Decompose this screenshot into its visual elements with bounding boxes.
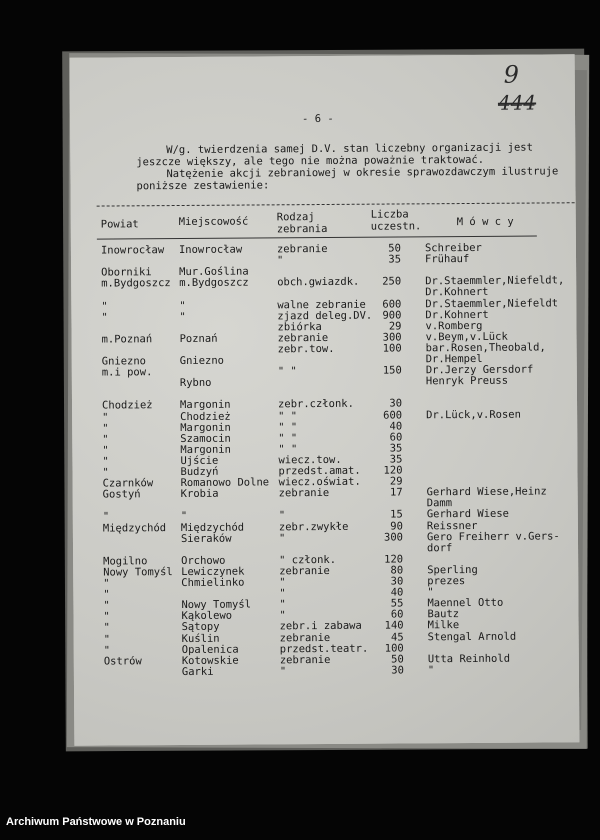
row-22-liczba: 29 [389, 475, 403, 488]
row-26-mowcy: Reissner [426, 519, 478, 532]
row-18-miejscowosc: Szamocin [180, 432, 231, 445]
row-1-liczba: 50 [388, 242, 401, 255]
row-35-liczba: 140 [384, 619, 404, 632]
row-32-rodzaj: " [279, 587, 286, 600]
row-9-mowcy: v.Beym,v.Lück [425, 330, 508, 344]
row-20-powiat: " [102, 455, 109, 468]
row-7-miejscowosc: " [179, 310, 186, 323]
row-21-powiat: " [102, 466, 109, 479]
row-26-rodzaj: zebr.zwykłe [278, 520, 349, 533]
row-21-miejscowosc: Budzyń [180, 465, 219, 479]
row-9-powiat: m.Poznań [101, 332, 153, 346]
row-29-liczba: 120 [384, 553, 404, 566]
archive-footer: Archiwum Państwowe w Poznaniu [6, 816, 186, 828]
row-21-liczba: 120 [383, 464, 403, 477]
row-3-powiat: Oborniki [101, 266, 152, 279]
row-34-powiat: " [103, 610, 110, 623]
row-38-miejscowosc: Kotowskie [181, 654, 239, 667]
row-17-liczba: 40 [389, 420, 403, 433]
row-2-mowcy: Frühauf [424, 253, 470, 266]
row-34-mowcy: Bautz [427, 608, 460, 621]
row-32-mowcy: " [427, 586, 434, 599]
row-38-powiat: Ostrów [103, 654, 142, 668]
row-9-miejscowosc: Poznań [179, 332, 218, 345]
header-powiat: Powiat [100, 218, 139, 231]
row-15-rodzaj: zebr.członk. [277, 398, 354, 411]
row-28-mowcy: dorf [426, 541, 453, 554]
row-19-miejscowosc: Margonin [180, 443, 231, 456]
row-7-powiat: " [101, 311, 108, 324]
row-19-powiat: " [102, 444, 109, 457]
row-19-liczba: 35 [389, 442, 403, 455]
document-page [70, 54, 580, 746]
row-35-rodzaj: zebr.i zabawa [279, 620, 362, 633]
row-3-miejscowosc: Mur.Goślina [179, 265, 249, 279]
row-33-mowcy: Maennel Otto [427, 596, 504, 610]
row-33-miejscowosc: Nowy Tomyśl [181, 598, 252, 612]
row-12-mowcy: Dr.Jerzy Gersdorf [425, 363, 534, 377]
row-23-powiat: Gostyń [102, 488, 141, 501]
row-1-mowcy: Schreiber [424, 241, 482, 255]
row-13-miejscowosc: Rybno [179, 376, 212, 390]
row-20-rodzaj: wiecz.tow. [278, 453, 342, 467]
row-20-miejscowosc: Ujście [180, 454, 219, 467]
handwritten-crossed-number: 444 [497, 90, 537, 115]
header-mowcy: M ó w c y [456, 215, 514, 229]
row-26-liczba: 90 [390, 519, 403, 533]
row-35-miejscowosc: Sątopy [181, 621, 220, 634]
row-23-rodzaj: zebranie [278, 487, 330, 500]
row-30-liczba: 80 [390, 564, 404, 577]
header-liczba-1: Liczba [370, 208, 409, 221]
row-37-powiat: " [103, 644, 111, 657]
row-34-liczba: 60 [390, 608, 404, 621]
header-rodzaj-2: zebrania [276, 222, 328, 236]
row-8-mowcy: v.Romberg [425, 319, 483, 332]
row-39-rodzaj: " [279, 665, 287, 678]
row-11-mowcy: Dr.Hempel [425, 352, 483, 366]
row-26-miejscowosc: Międzychód [180, 521, 245, 534]
row-6-miejscowosc: " [179, 299, 186, 312]
paragraph-line-3: Natężenie akcji zebraniowej w okresie sprawozdawczym ilustruje [166, 165, 559, 181]
row-25-liczba: 15 [390, 508, 403, 521]
row-33-liczba: 55 [390, 597, 404, 610]
row-29-miejscowosc: Orchowo [181, 554, 226, 567]
row-18-powiat: " [102, 433, 109, 446]
row-15-liczba: 30 [389, 397, 403, 410]
row-30-mowcy: Sperling [427, 563, 478, 577]
table-top-rule [97, 202, 575, 206]
row-39-mowcy: " [427, 664, 435, 677]
row-2-liczba: 35 [388, 253, 402, 266]
row-2-rodzaj: " [276, 254, 284, 267]
row-38-liczba: 50 [391, 653, 404, 666]
row-23-miejscowosc: Krobia [180, 487, 219, 501]
row-15-miejscowosc: Margonin [179, 399, 231, 412]
row-31-miejscowosc: Chmielinko [181, 576, 245, 590]
row-16-mowcy: Dr.Lück,v.Rosen [426, 408, 521, 421]
row-11-powiat: Gniezno [101, 355, 147, 368]
row-17-miejscowosc: Margonin [180, 421, 231, 434]
row-8-liczba: 29 [388, 320, 402, 333]
paragraph-line-1: W/g. twierdzenia samej D.V. stan liczebny organizacji jest [166, 141, 533, 157]
row-9-rodzaj: zebranie [277, 331, 329, 345]
row-27-mowcy: Gero Freiherr v.Gers- [426, 529, 560, 543]
row-4-rodzaj: obch.gwiazdk. [277, 276, 360, 289]
row-25-miejscowosc: " [180, 510, 188, 523]
row-25-powiat: " [102, 510, 110, 523]
row-7-mowcy: Dr.Kohnert [425, 308, 489, 321]
row-32-liczba: 40 [390, 586, 404, 599]
row-31-mowcy: prezes [427, 575, 466, 588]
row-16-miejscowosc: Chodzież [180, 410, 231, 423]
row-6-mowcy: Dr.Staemmler,Niefeldt [425, 296, 559, 310]
row-35-mowcy: Milke [427, 619, 460, 632]
paragraph-line-4: poniższe zestawienie: [136, 179, 270, 193]
header-miejscowosc: Miejscowość [178, 215, 249, 229]
row-23-liczba: 17 [389, 486, 403, 499]
row-27-miejscowosc: Sieraków [180, 532, 232, 545]
row-37-liczba: 100 [384, 642, 404, 655]
row-23-mowcy: Gerhard Wiese,Heinz [426, 485, 547, 499]
row-10-liczba: 100 [382, 342, 402, 355]
row-16-liczba: 600 [383, 408, 403, 422]
row-38-rodzaj: zebranie [279, 653, 331, 667]
row-19-rodzaj: " " [278, 442, 298, 456]
row-4-mowcy: Dr.Staemmler,Niefeldt, [425, 274, 565, 288]
row-25-rodzaj: " [278, 509, 286, 522]
row-1-powiat: Inowrocław [100, 244, 165, 257]
row-21-rodzaj: przedst.amat. [278, 464, 361, 478]
row-27-rodzaj: " [278, 531, 286, 544]
row-36-powiat: " [103, 633, 111, 646]
row-10-rodzaj: zebr.tow. [277, 342, 335, 356]
row-16-rodzaj: " " [278, 409, 298, 422]
row-26-powiat: Międzychód [102, 521, 167, 535]
row-36-mowcy: Stengal Arnold [427, 630, 517, 643]
row-22-rodzaj: wiecz.oświat. [278, 475, 361, 489]
row-20-liczba: 35 [389, 453, 403, 466]
row-39-miejscowosc: Garki [181, 665, 214, 678]
header-rodzaj-1: Rodzaj [276, 211, 315, 224]
paragraph-line-2: jeszcze większy, ale tego nie można poważnie traktować. [136, 153, 485, 169]
row-12-liczba: 150 [382, 364, 402, 377]
row-7-rodzaj: zjazd deleg.DV. [277, 309, 373, 322]
row-8-rodzaj: zbiórka [277, 320, 322, 334]
row-24-mowcy: Damm [426, 497, 453, 510]
row-4-miejscowosc: m.Bydgoszcz [179, 276, 249, 290]
row-36-liczba: 45 [390, 630, 404, 644]
row-35-powiat: " [103, 621, 110, 634]
row-30-miejscowosc: Lewiczynek [181, 565, 245, 578]
row-10-mowcy: bar.Rosen,Theobald, [425, 341, 546, 355]
row-5-mowcy: Dr.Kohnert [425, 286, 489, 299]
row-4-liczba: 250 [382, 275, 402, 288]
row-31-powiat: " [103, 577, 110, 590]
row-25-mowcy: Gerhard Wiese [426, 508, 510, 521]
row-16-powiat: " [102, 411, 109, 424]
row-32-powiat: " [103, 588, 110, 601]
row-18-rodzaj: " " [278, 431, 298, 445]
row-34-miejscowosc: Kąkolewo [181, 609, 233, 623]
row-34-rodzaj: " [279, 609, 286, 622]
row-22-powiat: Czarnków [102, 477, 154, 490]
row-6-powiat: " [101, 300, 108, 313]
row-17-powiat: " [102, 422, 109, 435]
row-9-liczba: 300 [382, 331, 402, 344]
row-31-rodzaj: " [279, 576, 286, 589]
header-bottom-rule [97, 236, 537, 240]
row-33-powiat: " [103, 599, 110, 612]
row-38-mowcy: Utta Reinhold [427, 652, 511, 665]
row-1-rodzaj: zebranie [276, 242, 328, 256]
row-29-rodzaj: " członk. [279, 553, 337, 567]
page-number: - 6 - [301, 112, 334, 126]
row-30-powiat: Nowy Tomyśl [103, 565, 173, 579]
row-22-miejscowosc: Romanowo Dolne [180, 476, 270, 490]
row-11-miejscowosc: Gniezno [179, 354, 225, 368]
row-27-liczba: 300 [383, 531, 404, 544]
row-4-powiat: m.Bydgoszcz [101, 277, 171, 290]
row-12-rodzaj: " " [277, 365, 297, 378]
row-29-powiat: Mogilno [103, 555, 148, 568]
row-31-liczba: 30 [390, 575, 404, 588]
row-1-miejscowosc: Inowrocław [178, 243, 243, 257]
row-6-liczba: 600 [382, 297, 402, 311]
row-12-powiat: m.i pow. [101, 366, 153, 379]
row-37-rodzaj: przedst.teatr. [279, 642, 369, 655]
row-6-rodzaj: walne zebranie [277, 298, 366, 311]
row-36-rodzaj: zebranie [279, 631, 331, 644]
row-33-rodzaj: " [279, 598, 286, 611]
row-17-rodzaj: " " [278, 420, 298, 433]
header-liczba-2: uczestn. [370, 220, 422, 233]
row-13-mowcy: Henryk Preuss [425, 374, 509, 388]
row-18-liczba: 60 [389, 431, 403, 444]
row-15-powiat: Chodzież [101, 399, 153, 412]
row-39-liczba: 30 [391, 664, 404, 677]
row-7-liczba: 900 [382, 309, 402, 322]
row-30-rodzaj: zebranie [279, 564, 330, 578]
row-37-miejscowosc: Opalenica [181, 643, 239, 656]
handwritten-folio-number: 9 [503, 60, 520, 89]
row-36-miejscowosc: Kuślin [181, 632, 220, 645]
